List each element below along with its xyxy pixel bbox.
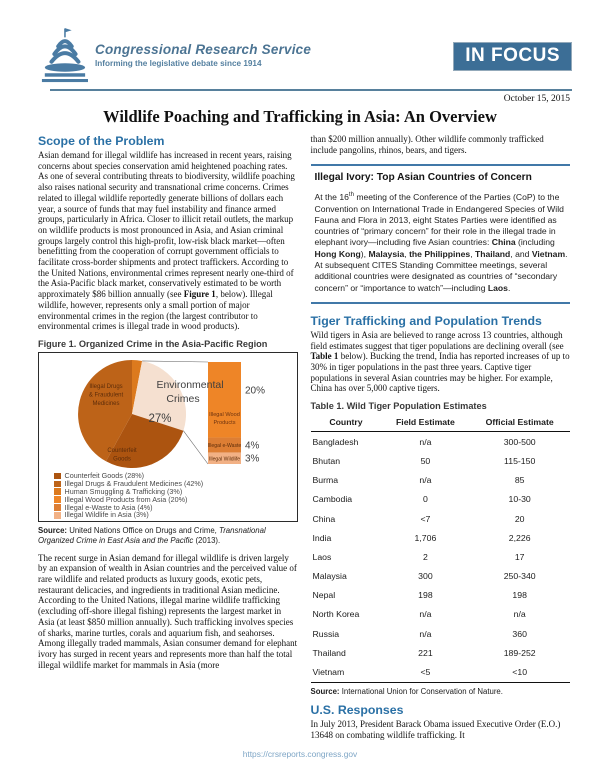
callout-line-bottom bbox=[184, 431, 209, 464]
tiger-heading: Tiger Trafficking and Population Trends bbox=[310, 313, 542, 328]
table-row bbox=[311, 643, 571, 662]
logo-text bbox=[95, 42, 311, 68]
tiger-population-table bbox=[311, 414, 571, 682]
in-focus-badge: IN FOCUS bbox=[453, 42, 572, 71]
table-cell: 250-340 bbox=[503, 571, 536, 582]
header bbox=[0, 0, 600, 84]
legend-swatch bbox=[54, 488, 61, 495]
table-cell: 300 bbox=[418, 571, 433, 582]
table-cell: Thailand bbox=[312, 647, 346, 658]
callout-line-top bbox=[142, 361, 208, 362]
left-column bbox=[38, 134, 298, 747]
chart-legend bbox=[54, 472, 294, 519]
table-cell: Bangladesh bbox=[312, 436, 359, 447]
footer-url[interactable]: https://crsreports.congress.gov bbox=[242, 749, 358, 759]
header-rule bbox=[50, 89, 572, 91]
table-cell: 198 bbox=[418, 590, 433, 601]
legend-swatch bbox=[54, 473, 61, 480]
table-row bbox=[311, 624, 571, 643]
table-cell: n/a bbox=[419, 436, 432, 447]
legend-item bbox=[54, 511, 294, 519]
legend-swatch bbox=[54, 512, 61, 519]
chart-label: Medicines bbox=[92, 400, 120, 407]
table-cell: 20 bbox=[514, 513, 525, 524]
table-cell: <10 bbox=[469, 662, 570, 682]
crs-wordmark: Congressional Research Service bbox=[95, 42, 312, 57]
us-responses-heading: U.S. Responses bbox=[310, 703, 404, 718]
chart-label: 27% bbox=[148, 412, 172, 425]
legend-swatch bbox=[54, 481, 61, 488]
table-cell: 198 bbox=[512, 590, 527, 601]
us-responses-paragraph: In July 2013, President Barack Obama issued Executive Order (E.O.) 13648 on combating wildlife trafficking. It bbox=[310, 719, 561, 740]
table-cell: 189-252 bbox=[503, 647, 536, 658]
table-cell: n/a bbox=[419, 475, 432, 486]
surge-paragraph: The recent surge in Asian demand for illegal wildlife is driven largely by an expansion of wealth in Asian countries and the perceived value of rare wildlife and related products as luxury goods, exotic pets, restaurant delicacies, and ingredients in traditional Asian medicine. According to the United Nations, illegal marine wildlife trafficking (excluding off-shore illegal fishing) represents the largest market in Asia (at least $850 million annually). Such trafficking involves species of sharks, marine turtles, corals and aquarium fish, and seahorses. Among illegally traded mammals, Asian consumer demand for elephant ivory has surged in recent years and represents more than half the total illegal wildlife market for mammals in Asia (more bbox=[38, 552, 298, 670]
chart-label: 4% bbox=[245, 440, 260, 452]
page-title: Wildlife Poaching and Trafficking in Asia: An Overview bbox=[103, 107, 497, 126]
chart-label: 20% bbox=[245, 385, 266, 397]
col-header-field-estimate: Field Estimate bbox=[382, 414, 470, 432]
organized-crime-pie-chart bbox=[62, 356, 273, 470]
publication-date: October 15, 2015 bbox=[503, 94, 570, 104]
table-cell: 0 bbox=[423, 494, 428, 505]
table-cell: Vietnam bbox=[311, 662, 382, 682]
chart-label: & Fraudulent bbox=[89, 392, 124, 399]
chart-label: Illegal Wildlife bbox=[209, 456, 241, 463]
table-row bbox=[311, 471, 571, 490]
scope-paragraph: Asian demand for illegal wildlife has increased in recent years, raising concerns about species conservation amid heightened poaching rates. As one of several contributing threats to biodiversity, wildlife poaching also raises national security and transnational crime concerns. Crimes related to illegal wildlife reportedly generate billions of dollars each year, a source of funds that may fuel instability and finance armed groups, particularly in Africa. Closer to illicit retail outlets, the markup on wildlife products is most pronounced in Asia, and Asian criminal groups largely control this high-profit, low-risk black market—often benefitting from the cooperation of corrupt government officials to facilitate cross-border shipments and protect traffickers. According to the United Nations, environmental crimes represent nearly one-third of the Asia-Pacific black market, conservatively estimated to be worth approximately $86 billion annually (see Figure 1, below). Illegal wildlife, however, represents only a small portion of major environmental crimes in the region (the largest contributor to environmental crimes is illegal trade in wood products). bbox=[38, 150, 295, 332]
table-cell: Burma bbox=[312, 475, 339, 486]
table-row bbox=[311, 605, 571, 624]
table-title: Table 1. Wild Tiger Population Estimates bbox=[310, 401, 487, 412]
table-cell: Laos bbox=[312, 551, 332, 562]
table-cell: 85 bbox=[514, 475, 525, 486]
chart-label: 3% bbox=[245, 453, 260, 465]
table-cell: n/a bbox=[419, 628, 432, 639]
table-cell: 50 bbox=[420, 455, 431, 466]
table-cell: 2 bbox=[423, 551, 428, 562]
table-row bbox=[311, 509, 571, 528]
legend-label: Illegal Drugs & Fraudulent Medicines (42%) bbox=[64, 478, 204, 488]
table-cell: n/a bbox=[513, 609, 526, 620]
table-row bbox=[311, 547, 571, 566]
bar-segment bbox=[208, 362, 241, 438]
table-cell: Malaysia bbox=[312, 571, 347, 582]
table-cell: 1,706 bbox=[414, 532, 437, 543]
content-columns bbox=[0, 127, 600, 747]
table-cell: India bbox=[312, 532, 332, 543]
chart-label: Environmental bbox=[156, 378, 224, 391]
legend-label: Illegal e-Waste to Asia (4%) bbox=[64, 502, 153, 512]
table-cell: <5 bbox=[382, 662, 470, 682]
table-row bbox=[311, 490, 571, 509]
table-row bbox=[311, 451, 571, 470]
legend-label: Human Smuggling & Trafficking (3%) bbox=[64, 486, 183, 496]
ivory-box-heading: Illegal Ivory: Top Asian Countries of Concern bbox=[314, 172, 532, 184]
table-header bbox=[311, 414, 571, 432]
chart-label: Goods bbox=[113, 456, 132, 463]
crs-tagline: Informing the legislative debate since 1914 bbox=[95, 59, 262, 68]
table-row bbox=[311, 566, 571, 585]
scope-heading: Scope of the Problem bbox=[38, 134, 165, 148]
col-header-official-estimate: Official Estimate bbox=[469, 414, 570, 432]
legend-swatch bbox=[54, 504, 61, 511]
table-row bbox=[311, 528, 571, 547]
table-cell: 10-30 bbox=[508, 494, 531, 505]
figure-source: Source: United Nations Office on Drugs and Crime, Transnational Organized Crime in East Asia and the Pacific (2013). bbox=[38, 526, 266, 545]
table-cell: 221 bbox=[418, 647, 433, 658]
intro-continuation-paragraph: than $200 million annually). Other wildlife commonly trafficked include pangolins, rhinos, bears, and tigers. bbox=[310, 134, 544, 155]
table-row bbox=[311, 586, 571, 605]
figure-title: Figure 1. Organized Crime in the Asia-Pacific Region bbox=[38, 338, 268, 349]
chart-label: Products bbox=[213, 419, 236, 426]
table-cell: Cambodia bbox=[312, 494, 353, 505]
legend-swatch bbox=[54, 496, 61, 503]
table-cell: 360 bbox=[512, 628, 527, 639]
legend-label: Counterfeit Goods (28%) bbox=[64, 470, 145, 480]
chart-label: Illegal e-Waste bbox=[208, 443, 242, 450]
table-row bbox=[311, 662, 571, 682]
chart-label: Illegal Wood bbox=[209, 411, 241, 418]
crs-logo bbox=[40, 26, 311, 84]
table-cell: North Korea bbox=[312, 609, 360, 620]
table-cell: Nepal bbox=[312, 590, 336, 601]
table-cell: Russia bbox=[312, 628, 340, 639]
chart-label: Counterfeit bbox=[107, 447, 137, 454]
table-cell: 300-500 bbox=[503, 436, 536, 447]
table-cell: <7 bbox=[420, 513, 431, 524]
col-header-country: Country bbox=[311, 414, 382, 432]
ivory-box-body: At the 16th meeting of the Conference of the Parties (CoP) to the Convention on International Trade in Endangered Species of Wild Fauna and Flora in 2013, eight States Parties were identified as countries of “primary concern” for their role in the illegal trade in elephant ivory—including five Asian countries: China (including Hong Kong), Malaysia, the Philippines, Thailand, and Vietnam. At subsequent CITES Standing Committee meetings, several additional countries were designated as countries of “secondary concern” or “importance to watch”—including Laos. bbox=[314, 192, 568, 293]
table-cell: 2,226 bbox=[508, 532, 531, 543]
chart-label: Crimes bbox=[166, 392, 200, 405]
table-cell: Bhutan bbox=[312, 455, 341, 466]
table-source: Source: International Union for Conservation of Nature. bbox=[310, 686, 503, 696]
right-column bbox=[311, 134, 571, 747]
table-row bbox=[311, 432, 571, 452]
chart-label: Illegal Drugs bbox=[89, 383, 123, 390]
legend-label: Illegal Wildlife in Asia (3%) bbox=[64, 510, 149, 520]
figure-box bbox=[38, 352, 298, 522]
table-cell: 115-150 bbox=[504, 455, 536, 466]
illegal-ivory-box bbox=[311, 164, 571, 304]
tiger-paragraph: Wild tigers in Asia are believed to range across 13 countries, although field estimates suggest that tiger populations are declining overall (see Table 1 below). Bucking the trend, India has reported increases of up to 30% in tiger populations in the past three years. Captive tiger populations in several Asian countries may be higher. For example, China has over 5,000 captive tigers. bbox=[310, 329, 570, 394]
table-cell: 17 bbox=[514, 551, 525, 562]
table-cell: China bbox=[312, 513, 336, 524]
capitol-dome-icon bbox=[40, 26, 88, 84]
legend-label: Illegal Wood Products from Asia (20%) bbox=[64, 494, 188, 504]
table-cell: n/a bbox=[419, 609, 432, 620]
